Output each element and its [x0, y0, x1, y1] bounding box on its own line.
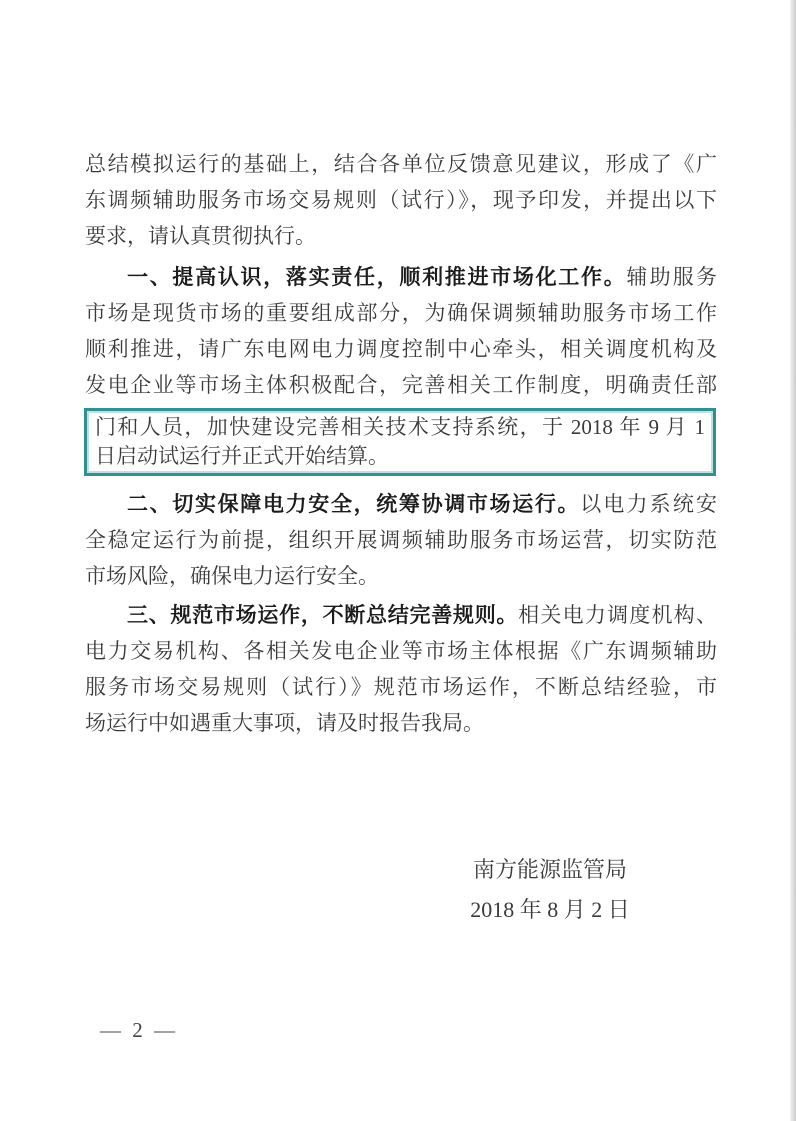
text-line: 服务市场交易规则（试行）》规范市场运作，不断总结经验，市: [85, 675, 717, 699]
text-line: 市场是现货市场的重要组成部分，为确保调频辅助服务市场工作: [85, 301, 717, 325]
section-one-text: 辅助服务: [626, 265, 717, 289]
section-two-heading: 二、切实保障电力安全，统筹协调市场运行。: [127, 493, 581, 516]
signature-organization: 南方能源监管局: [472, 857, 627, 882]
paragraph-section-three: [85, 597, 717, 741]
scan-edge-shadow: [790, 0, 796, 1121]
text-line: 顺利推进，请广东电网电力调度控制中心牵头，相关调度机构及: [85, 337, 717, 361]
paragraph-intro: [85, 146, 717, 254]
text-line: 总结模拟运行的基础上，结合各单位反馈意见建议，形成了《广: [85, 152, 717, 176]
text-line: 市场风险，确保电力运行安全。: [85, 564, 379, 588]
text-line: [85, 486, 717, 522]
page-number: — 2 —: [100, 1018, 178, 1042]
section-three-heading: 三、规范市场运作，不断总结完善规则。: [127, 604, 519, 627]
text-line: 全稳定运行为前提，组织开展调频辅助服务市场运营，切实防范: [85, 528, 717, 552]
document-body: [85, 146, 717, 746]
paragraph-section-two: [85, 486, 717, 594]
text-line: [85, 597, 717, 633]
highlighted-text-line: 日启动试运行并正式开始结算。: [95, 444, 389, 468]
highlight-box: [84, 408, 716, 476]
highlighted-text-line: 门和人员，加快建设完善相关技术支持系统，于 2018 年 9 月 1: [95, 415, 705, 439]
text-line: 电力交易机构、各相关发电企业等市场主体根据《广东调频辅助: [85, 639, 717, 663]
text-line: 要求，请认真贯彻执行。: [85, 224, 316, 248]
text-line: 东调频辅助服务市场交易规则（试行）》，现予印发，并提出以下: [85, 188, 717, 212]
section-one-heading: 一、提高认识，落实责任，顺利推进市场化工作。: [127, 266, 627, 289]
text-line: [85, 259, 717, 295]
text-line: 发电企业等市场主体积极配合，完善相关工作制度，明确责任部: [85, 373, 717, 397]
section-two-text: 以电力系统安: [580, 492, 717, 516]
section-three-text: 相关电力调度机构、: [518, 603, 717, 627]
signature-date: 2018 年 8 月 2 日: [470, 897, 630, 922]
text-line: 场运行中如遇重大事项，请及时报告我局。: [85, 711, 484, 735]
paragraph-section-one: [85, 259, 717, 403]
signature-block: [430, 850, 670, 930]
